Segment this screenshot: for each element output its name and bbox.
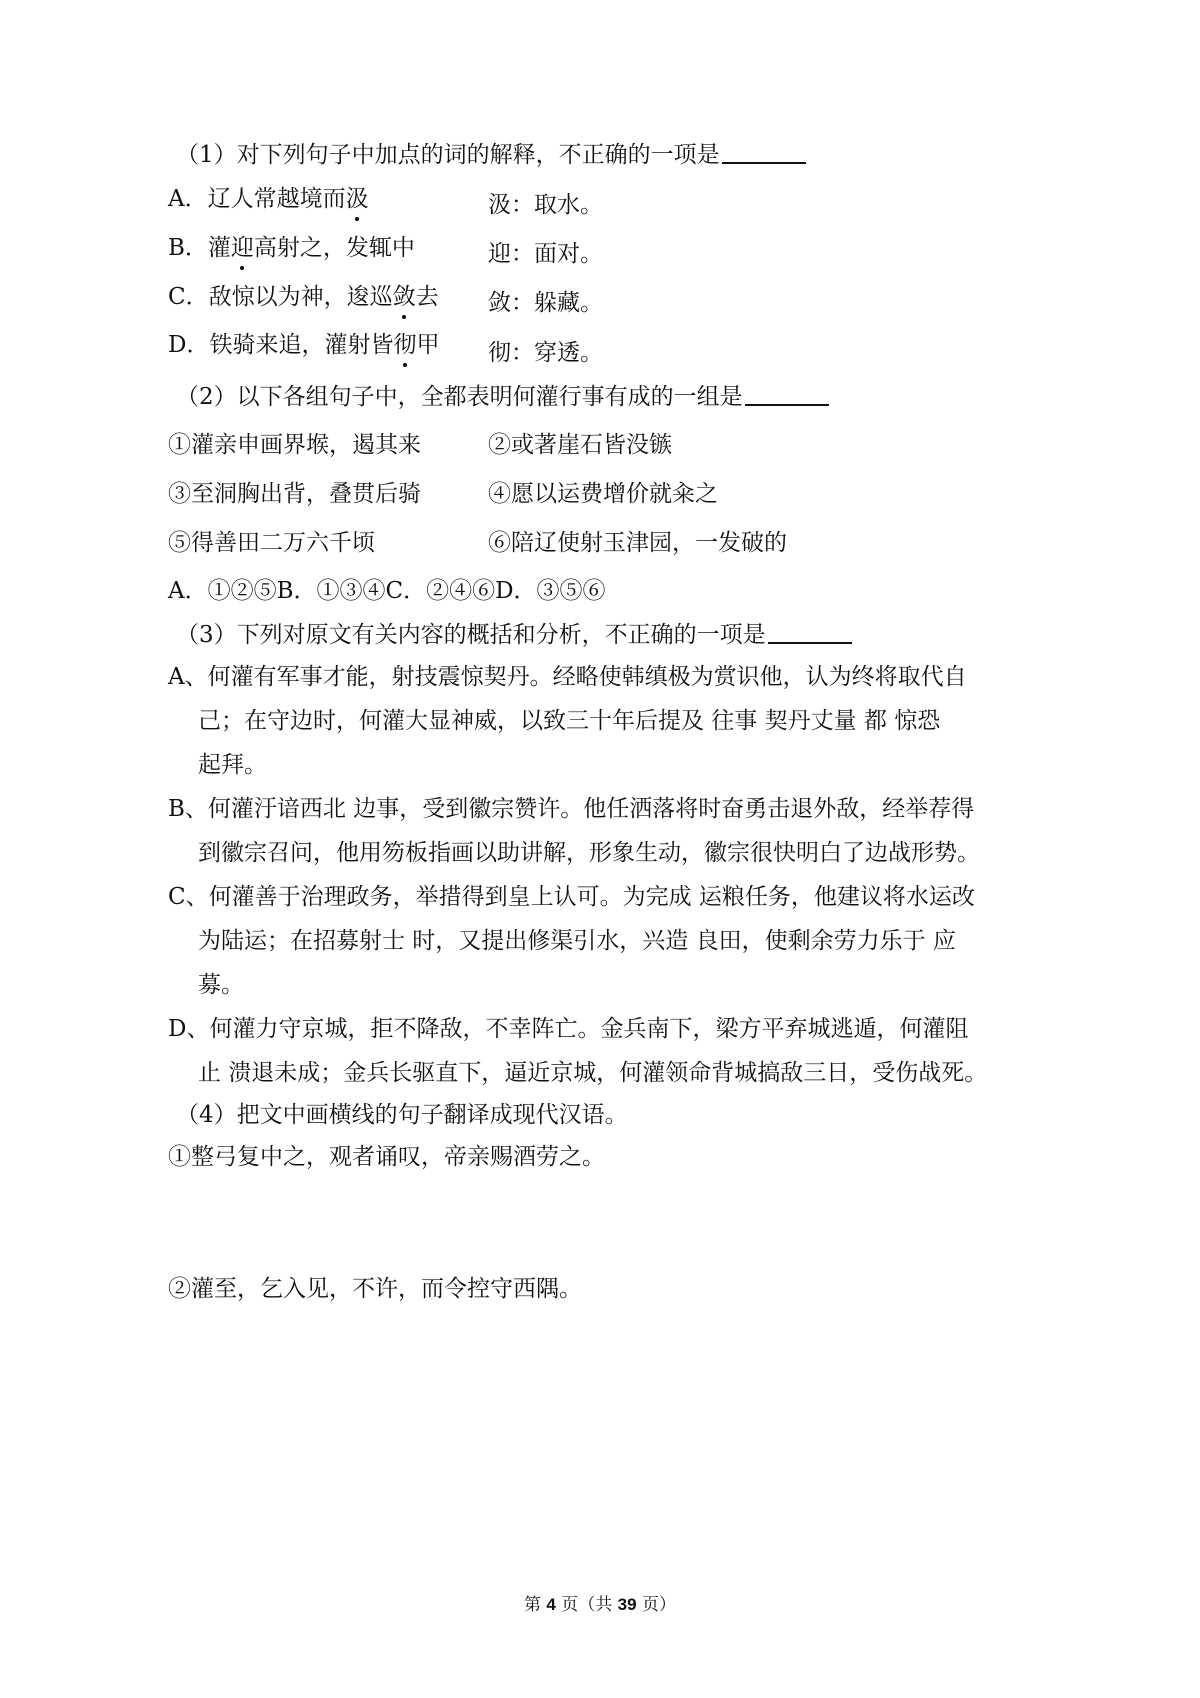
q2-item: ①灌亲申画界堠，遏其来	[168, 432, 421, 458]
q3-option-a-line2: 己；在守边时，何灌大显神威，以致三十年后提及 往事 契丹丈量 都 惊恐	[198, 708, 941, 734]
answer-blank	[745, 382, 829, 406]
q3-option-b-line1: B、何灌汙谙西北 边事，受到徽宗赞许。他任洒落将时奋勇击退外敌，经举荐得	[168, 796, 975, 822]
q3-option-c-line2: 为陆运；在招募射士 时，又提出修渠引水，兴造 良田，使剩余劳力乐于 应	[198, 928, 956, 954]
q4-stem: （4）把文中画横线的句子翻译成现代汉语。	[176, 1102, 628, 1128]
q1-gloss-c: 敛：躲藏。	[488, 290, 603, 316]
dotted-word: 敛	[392, 284, 416, 310]
q1-option-a: A．辽人常越境而汲	[168, 186, 369, 212]
q1-option-c: C．敌惊以为神，逡巡敛去	[168, 284, 439, 310]
answer-blank	[768, 620, 852, 644]
total-pages: 39	[617, 1595, 637, 1614]
q3-option-a-line1: A、何灌有军事才能，射技震惊契丹。经略使韩缜极为赏识他，认为终将取代自	[168, 664, 967, 690]
q3-option-c-line1: C、何灌善于治理政务，举措得到皇上认可。为完成 运粮任务，他建议将水运改	[168, 884, 975, 910]
answer-blank	[722, 140, 806, 164]
q2-item: ③至洞胸出背，叠贯后骑	[168, 481, 421, 507]
q1-option-d: D．铁骑来追，灌射皆彻甲	[168, 332, 440, 358]
q1-option-b: B．灌迎高射之，发辄中	[168, 235, 415, 261]
q4-sentence-2: ②灌至，乞入见，不许，而令控守西隅。	[168, 1276, 582, 1302]
q3-option-d-line2: 止 溃退未成；金兵长驱直下，逼近京城，何灌领命背城搞敌三日，受伤战死。	[198, 1060, 988, 1086]
q1-gloss-a: 汲：取水。	[488, 192, 603, 218]
q2-item: ②或著崖石皆没镞	[488, 432, 672, 458]
q1-stem: （1）对下列句子中加点的词的解释，不正确的一项是	[176, 140, 806, 170]
dotted-word: 迎	[230, 235, 254, 261]
q3-option-d-line1: D、何灌力守京城，拒不降敌，不幸阵亡。金兵南下，梁方平弃城逃遁，何灌阻	[168, 1016, 969, 1042]
dotted-word: 汲	[345, 186, 369, 212]
q2-choices: A．①②⑤B．①③④C．②④⑥D．③⑤⑥	[168, 578, 606, 604]
q1-gloss-d: 彻：穿透。	[488, 340, 603, 366]
q3-option-a-line3: 起拜。	[198, 752, 267, 778]
q2-item: ④愿以运费增价就籴之	[488, 481, 718, 507]
q1-gloss-b: 迎：面对。	[488, 241, 603, 267]
page-number: 4	[546, 1595, 556, 1614]
page-footer: 第 4 页（共 39 页）	[523, 1595, 676, 1615]
dotted-word: 彻	[393, 332, 417, 358]
q2-item: ⑥陪辽使射玉津园，一发破的	[488, 530, 787, 556]
q2-stem: （2）以下各组句子中，全都表明何灌行事有成的一组是	[176, 382, 829, 412]
q3-option-b-line2: 到徽宗召问，他用笏板指画以助讲解，形象生动，徽宗很快明白了边战形势。	[198, 840, 980, 866]
q4-sentence-1: ①整弓复中之，观者诵叹，帝亲赐酒劳之。	[168, 1144, 605, 1170]
q2-item: ⑤得善田二万六千顷	[168, 530, 375, 556]
q3-option-c-line3: 募。	[198, 972, 244, 998]
q3-stem: （3）下列对原文有关内容的概括和分析，不正确的一项是	[176, 620, 852, 650]
